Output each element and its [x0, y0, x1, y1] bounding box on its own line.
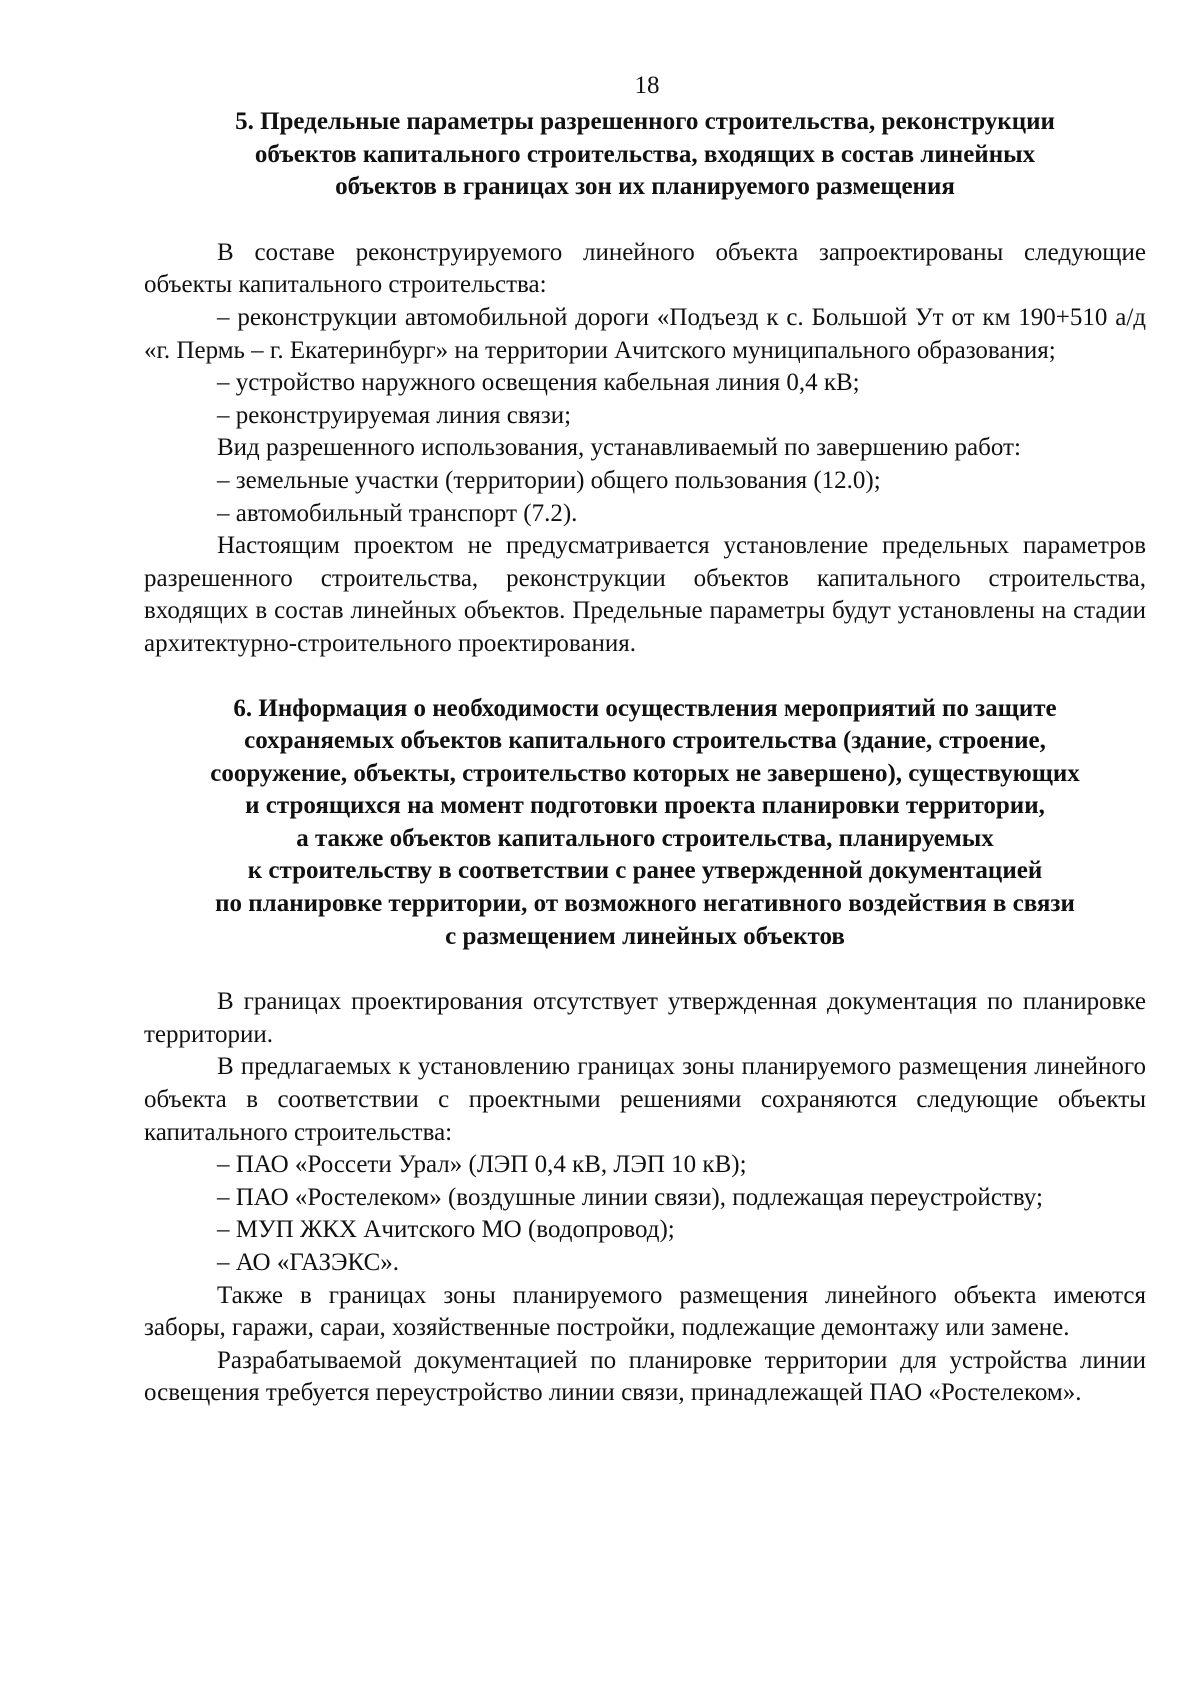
section-6-body: [144, 986, 1146, 1410]
heading-line: к строительству в соответствии с ранее утвержденной документацией: [247, 857, 1043, 885]
section-6-heading: [144, 693, 1146, 954]
list-item: – МУП ЖКХ Ачитского МО (водопровод);: [217, 1216, 675, 1244]
list-item: – АО «ГАЗЭКС».: [217, 1249, 400, 1276]
heading-line: сооружение, объекты, строительство которых не завершено), существующих: [210, 759, 1080, 787]
paragraph: Настоящим проектом не предусматривается установление предельных параметров разрешенного строительства, реконструкции объектов капитального строительства, входящих в состав линейных объектов. Предельные параметры будут установлены на стадии архитектурно-строительного проектирования.: [144, 532, 1146, 657]
heading-line: сохраняемых объектов капитального строительства (здание, строение,: [244, 727, 1046, 755]
heading-line: 6. Информация о необходимости осуществления мероприятий по защите: [233, 694, 1057, 722]
document-page: [144, 70, 1146, 1410]
heading-line: и строящихся на момент подготовки проекта планировки территории,: [245, 792, 1045, 820]
page-number: 18: [634, 72, 660, 99]
paragraph: В границах проектирования отсутствует утвержденная документация по планировке территории.: [144, 988, 1146, 1048]
paragraph: В предлагаемых к установлению границах зоны планируемого размещения линейного объекта в соответствии с проектными решениями сохраняются следующие объекты капитального строительства:: [144, 1053, 1146, 1146]
list-item: – ПАО «Россети Урал» (ЛЭП 0,4 кВ, ЛЭП 10 кВ);: [217, 1151, 747, 1179]
heading-line: по планировке территории, от возможного негативного воздействия в связи: [215, 890, 1075, 918]
paragraph: В составе реконструируемого линейного объекта запроектированы следующие объекты капитального строительства:: [144, 238, 1146, 299]
section-5-heading: [144, 106, 1146, 204]
list-item: – ПАО «Ростелеком» (воздушные линии связи), подлежащая переустройству;: [217, 1183, 1043, 1211]
spacer: [144, 661, 1146, 693]
heading-line: 5. Предельные параметры разрешенного строительства, реконструкции: [235, 108, 1055, 135]
heading-line: объектов капитального строительства, входящих в состав линейных: [254, 140, 1036, 168]
paragraph: Разрабатываемой документацией по планировке территории для устройства линии освещения требуется переустройство линии связи, принадлежащей ПАО «Ростелеком».: [144, 1346, 1146, 1407]
spacer: [144, 953, 1146, 986]
spacer: [144, 204, 1146, 237]
list-item: – реконструируемая линия связи;: [217, 401, 572, 429]
heading-line: объектов в границах зон их планируемого размещения: [335, 173, 955, 201]
list-item: – земельные участки (территории) общего пользования (12.0);: [217, 466, 881, 494]
list-item: – устройство наружного освещения кабельная линия 0,4 кВ;: [217, 369, 860, 397]
heading-line: а также объектов капитального строительства, планируемых: [296, 824, 994, 852]
section-5-body: [144, 237, 1146, 661]
paragraph: Вид разрешенного использования, устанавливаемый по завершению работ:: [217, 434, 1021, 462]
list-item: – реконструкции автомобильной дороги «Подъезд к с. Большой Ут от км 190+510 а/д «г. Пермь – г. Екатеринбург» на территории Ачитского муниципального образования;: [144, 303, 1146, 364]
paragraph: Также в границах зоны планируемого размещения линейного объекта имеются заборы, гаражи, сараи, хозяйственные постройки, подлежащие демонтажу или замене.: [144, 1281, 1146, 1342]
heading-line: с размещением линейных объектов: [445, 922, 845, 950]
list-item: – автомобильный транспорт (7.2).: [217, 499, 578, 527]
